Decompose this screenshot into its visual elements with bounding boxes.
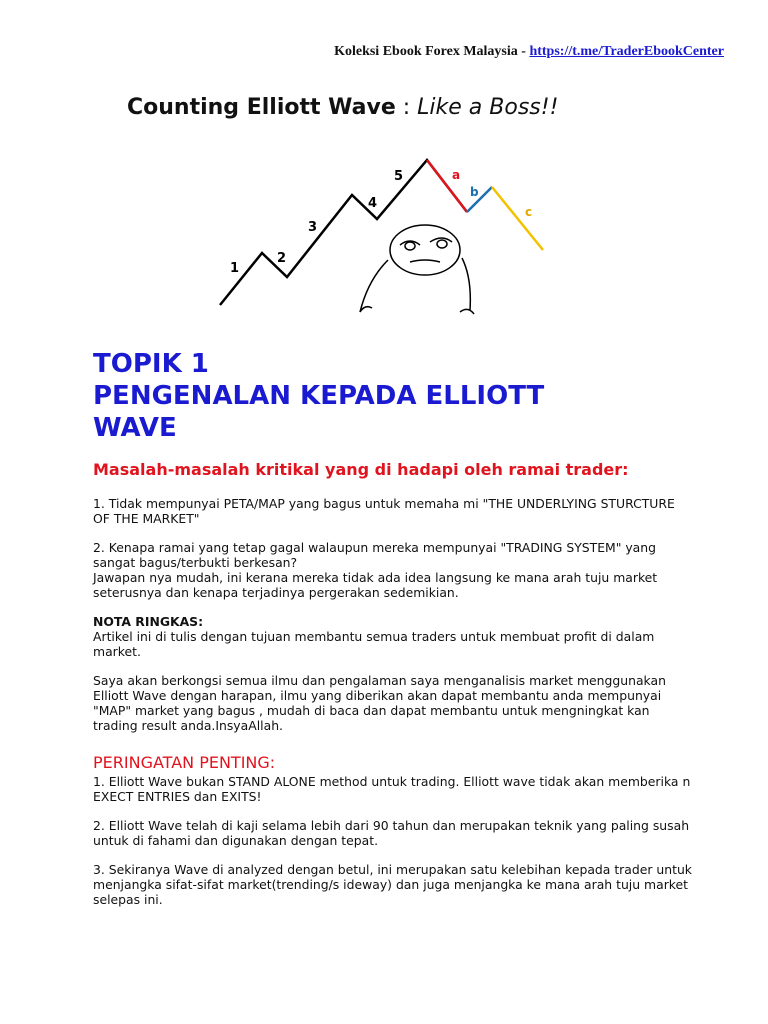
header-prefix: Koleksi Ebook Forex Malaysia -	[334, 44, 530, 59]
elliott-wave-figure	[210, 150, 550, 330]
paragraph-2: 2. Kenapa ramai yang tetap gagal walaupun mereka mempunyai "TRADING SYSTEM" yang sangat bagus/terbukti berkesan?	[93, 540, 656, 570]
telegram-link[interactable]: https://t.me/TraderEbookCenter	[529, 44, 724, 59]
wave-label-1: 1	[230, 261, 240, 276]
paragraph-3: Saya akan berkongsi semua ilmu dan pengalaman saya menganalisis market menggunakan Elliott Wave dengan harapan, ilmu yang diberikan akan dapat membantu anda mempunyai "MAP" market yang bagus , mudah di baca dan dapat membantu untuk mengningkat kan trading result anda.InsyaAllah.	[93, 673, 666, 733]
topic-line-2: PENGENALAN KEPADA ELLIOTT	[93, 381, 545, 411]
topic-heading	[93, 348, 544, 444]
title-bold: Counting Elliott Wave	[127, 95, 396, 120]
meme-face-drawing	[360, 225, 474, 314]
wave-label-5: 5	[394, 169, 404, 184]
wave-label-4: 4	[368, 196, 378, 211]
wave-label-2: 2	[277, 251, 287, 266]
nota-text: Artikel ini di tulis dengan tujuan membantu semua traders untuk membuat profit di dalam market.	[93, 629, 655, 659]
wave-label-c: c	[525, 205, 533, 219]
topic-line-1: TOPIK 1	[93, 349, 209, 379]
title-italic: Like a Boss!!	[417, 95, 559, 120]
page-title	[127, 95, 558, 120]
article-body	[93, 496, 693, 921]
warning-1: 1. Elliott Wave bukan STAND ALONE method untuk trading. Elliott wave tidak akan memberika n EXECT ENTRIES dan EXITS!	[93, 774, 691, 804]
wave-label-a: a	[452, 168, 461, 182]
wave-label-3: 3	[308, 220, 318, 235]
warning-3: 3. Sekiranya Wave di analyzed dengan betul, ini merupakan satu kelebihan kepada trader untuk menjangka sifat-sifat market(trending/s ideway) dan juga menjangka ke mana arah tuju market selepas ini.	[93, 862, 692, 907]
problems-subheading: Masalah-masalah kritikal yang di hadapi oleh ramai trader:	[93, 460, 629, 479]
title-separator: :	[395, 95, 418, 120]
warning-2: 2. Elliott Wave telah di kaji selama lebih dari 90 tahun dan merupakan teknik yang paling susah untuk di fahami dan digunakan dengan tepat.	[93, 818, 690, 848]
impulse-wave-line	[220, 160, 467, 305]
page-header	[334, 44, 724, 60]
wave-label-b: b	[470, 185, 479, 199]
warning-heading: PERINGATAN PENTING:	[93, 753, 276, 772]
paragraph-1: 1. Tidak mempunyai PETA/MAP yang bagus untuk memaha mi "THE UNDERLYING STURCTURE OF THE MARKET"	[93, 496, 675, 526]
topic-line-3: WAVE	[93, 413, 177, 443]
wave-c-line	[492, 187, 543, 250]
wave-a-line	[427, 160, 467, 212]
paragraph-2b: Jawapan nya mudah, ini kerana mereka tidak ada idea langsung ke mana arah tuju market seterusnya dan kenapa terjadinya pergerakan sedemikian.	[93, 570, 658, 600]
nota-label: NOTA RINGKAS:	[93, 614, 204, 629]
